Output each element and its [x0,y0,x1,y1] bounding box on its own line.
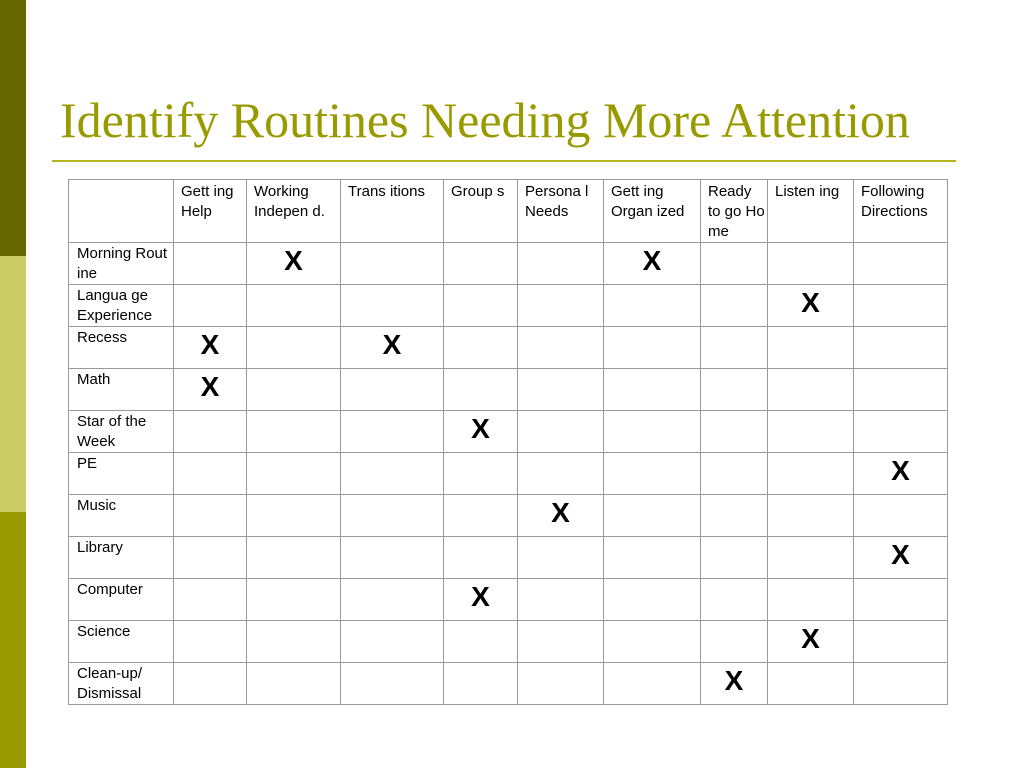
table-cell [854,369,948,411]
row-label: Computer [77,581,143,598]
table-row [69,369,948,411]
row-label-cell [69,621,174,663]
table-cell [444,453,518,495]
routines-table [68,179,948,705]
table-cell [854,327,948,369]
table-cell [854,537,948,579]
table-cell [518,411,604,453]
table-cell [604,621,701,663]
sidebar-band-light [0,256,26,512]
table-cell [174,243,247,285]
table-header-row [69,180,948,243]
row-label: Recess [77,329,128,346]
table-cell [247,327,341,369]
x-mark: X [801,623,820,654]
table-cell [701,285,768,327]
table-cell [341,621,444,663]
table-cell [854,579,948,621]
table-cell [604,285,701,327]
table-cell [701,369,768,411]
table-cell [768,411,854,453]
table-cell [854,663,948,705]
slide-title: Identify Routines Needing More Attention [60,92,910,148]
table-cell [604,411,701,453]
table-cell [768,495,854,537]
x-mark: X [642,245,662,276]
table-cell [247,621,341,663]
column-header-label: Group s [451,183,505,200]
table-row [69,621,948,663]
table-cell [604,495,701,537]
table-row [69,327,948,369]
table-cell [768,243,854,285]
sidebar-band-olive [0,512,26,768]
table-cell [701,495,768,537]
table-row [69,537,948,579]
table-cell [701,411,768,453]
table-cell [341,495,444,537]
table-cell [341,663,444,705]
table-cell [518,495,604,537]
table-cell [854,243,948,285]
row-label: Clean-up/ Dismissal [77,665,143,702]
table-cell [768,327,854,369]
title-underline [52,160,956,162]
table-row [69,663,948,705]
table-cell [768,453,854,495]
column-header-label: Listen ing [775,183,840,200]
row-label-cell [69,453,174,495]
table-cell [247,495,341,537]
row-label-cell [69,327,174,369]
column-header-label: Gett ing Help [181,183,234,220]
table-cell [604,579,701,621]
column-header [518,180,604,243]
header-corner-cell [69,180,174,243]
table-cell [768,537,854,579]
table-cell [444,285,518,327]
x-mark: X [200,329,220,360]
table-cell [701,453,768,495]
row-label-cell [69,285,174,327]
table-cell [444,243,518,285]
column-header-label: Following Directions [861,183,928,220]
table-cell [604,327,701,369]
table-cell [341,243,444,285]
x-mark: X [801,287,820,318]
table-cell [518,243,604,285]
table-cell [518,285,604,327]
table-cell [174,369,247,411]
row-label: Library [77,539,123,556]
table-cell [604,537,701,579]
table-cell [518,453,604,495]
table-cell [518,579,604,621]
table-cell [854,285,948,327]
table-cell [247,579,341,621]
x-mark: X [382,329,402,360]
row-label-cell [69,243,174,285]
table-cell [444,369,518,411]
table-cell [247,453,341,495]
table-cell [174,411,247,453]
table-cell [701,327,768,369]
table-cell [247,537,341,579]
table-cell [174,663,247,705]
x-mark: X [891,539,910,570]
x-mark: X [471,581,490,612]
table-cell [768,579,854,621]
table-cell [341,327,444,369]
table-cell [604,453,701,495]
column-header [604,180,701,243]
table-cell [854,495,948,537]
row-label-cell [69,537,174,579]
table-cell [518,369,604,411]
table-cell [341,453,444,495]
table-row [69,411,948,453]
row-label: Science [77,623,131,640]
table-cell [444,537,518,579]
table-cell [854,453,948,495]
row-label: Star of the Week [77,413,147,450]
table-cell [854,411,948,453]
table-cell [768,621,854,663]
column-header [854,180,948,243]
table-cell [444,327,518,369]
table-row [69,243,948,285]
table-cell [341,285,444,327]
table-cell [444,621,518,663]
row-label-cell [69,369,174,411]
table-cell [518,663,604,705]
table-cell [247,369,341,411]
table-cell [174,537,247,579]
x-mark: X [471,413,490,444]
table-cell [341,369,444,411]
column-header-label: Persona l Needs [525,183,589,220]
column-header-label: Ready to go Ho me [708,183,765,240]
x-mark: X [551,497,570,528]
column-header [768,180,854,243]
table-cell [604,663,701,705]
row-label-cell [69,579,174,621]
row-label-cell [69,411,174,453]
table-cell [247,285,341,327]
table-cell [247,243,341,285]
row-label: Langua ge Experience [77,287,153,324]
column-header-label: Trans itions [348,183,425,200]
table-cell [518,327,604,369]
table-cell [444,663,518,705]
row-label-cell [69,495,174,537]
column-header [341,180,444,243]
table-cell [341,537,444,579]
row-label: Morning Rout ine [77,245,168,282]
x-mark: X [284,245,303,276]
column-header [174,180,247,243]
column-header [444,180,518,243]
table-cell [247,411,341,453]
row-label: Math [77,371,111,388]
table-cell [768,285,854,327]
sidebar-band-dark [0,0,26,256]
table-row [69,285,948,327]
x-mark: X [891,455,910,486]
table-cell [444,495,518,537]
table-cell [341,411,444,453]
table-cell [768,369,854,411]
decorative-sidebar [0,0,26,768]
table-cell [174,285,247,327]
x-mark: X [200,371,220,402]
row-label-cell [69,663,174,705]
table-cell [604,243,701,285]
table-cell [604,369,701,411]
table-cell [174,621,247,663]
table-cell [701,537,768,579]
table-cell [174,453,247,495]
table-row [69,453,948,495]
table-cell [444,411,518,453]
table-cell [701,579,768,621]
table-cell [174,495,247,537]
x-mark: X [724,665,744,696]
table-cell [247,663,341,705]
table-cell [444,579,518,621]
table-cell [701,621,768,663]
column-header-label: Gett ing Organ ized [611,183,685,220]
column-header-label: Working Indepen d. [254,183,325,220]
row-label: Music [77,497,117,514]
table-cell [701,663,768,705]
table-cell [518,621,604,663]
table-cell [341,579,444,621]
column-header [701,180,768,243]
table-row [69,495,948,537]
column-header [247,180,341,243]
table-cell [768,663,854,705]
table-row [69,579,948,621]
table-cell [854,621,948,663]
table-cell [174,579,247,621]
row-label: PE [77,455,98,472]
table-cell [518,537,604,579]
table-cell [701,243,768,285]
table-cell [174,327,247,369]
